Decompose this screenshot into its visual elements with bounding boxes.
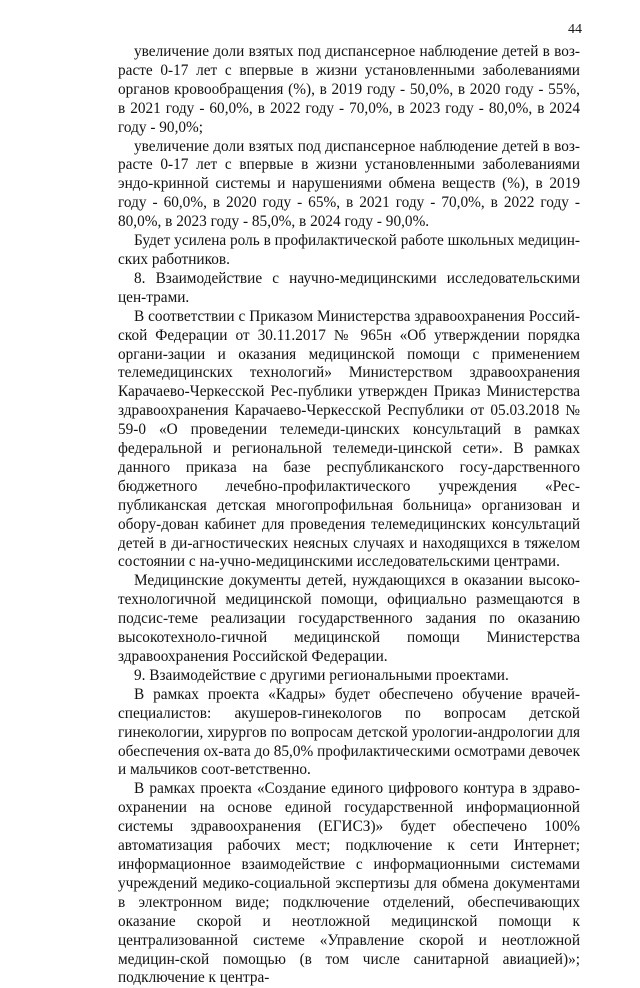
paragraph-kadry-project: В рамках проекта «Кадры» будет обеспечено обучение врачей-специалистов: акушеров-гинекологов по вопросам детской гинекологии, хирургов по вопросам детской урологии-андрологии для обеспечения ох-вата до 85,0% профилактическими осмотрами девочек и мальчиков соот-ветственно. <box>118 685 580 779</box>
paragraph-high-tech-care: Медицинские документы детей, нуждающихся в оказании высоко-технологичной медицинской помощи, официально размещаются в подсис-теме реализации государственного задания по оказанию высокотехноло-гичной медицинской помощи Министерства здравоохранения Российской Федерации. <box>118 572 580 665</box>
section-heading-9: 9. Взаимодействие с другими региональными проектами. <box>134 666 509 684</box>
paragraph-school-medical-workers: Будет усилена роль в профилактической работе школьных медицин-ских работников. <box>118 232 580 268</box>
document-body <box>118 43 580 988</box>
paragraph-egisz-project: В рамках проекта «Создание единого цифрового контура в здраво-охранении на основе единой государственной информационной системы здравоохранения (ЕГИСЗ)» будет обеспечено 100% автоматизация рабочих мест; подключение к сети Интернет; информационное взаимодействие с информационными системами учреждений медико-социальной экспертизы для обмена документами в электронном виде; подключение отделений, обеспечивающих оказание скорой и неотложной медицинской помощи к централизованной системе «Управление скорой и неотложной медицин-ской помощью (в том числе санитарной авиацией)»; подключение к центра- <box>118 780 580 987</box>
paragraph-telemedicine-order: В соответствии с Приказом Министерства здравоохранения Россий-ской Федерации от 30.11.2017 № 965н «Об утверждении порядка органи-зации и оказания медицинской помощи с применением телемедицинских технологий» Министерством здравоохранения Карачаево-Черкесской Рес-публики утвержден Приказ Министерства здравоохранения Карачаево-Черкесской Республики от 05.03.2018 № 59-0 «О проведении телемеди-цинских консультаций в рамках федеральной и региональной телемеди-цинской сети». В рамках данного приказа на базе республиканского госу-дарственного бюджетного лечебно-профилактического учреждения «Рес-публиканская детская многопрофильная больница» организован и обору-дован кабинет для проведения телемедицинских консультаций детей в ди-агностических неясных случаях и находящихся в тяжелом состоянии с на-учно-медицинскими исследовательскими центрами. <box>118 307 580 571</box>
section-heading-8: 8. Взаимодействие с научно-медицинскими исследовательскими цен-трами. <box>118 269 580 306</box>
page-number: 44 <box>568 22 582 37</box>
paragraph-cardio-indicator: увеличение доли взятых под диспансерное наблюдение детей в воз-расте 0-17 лет с впервые в жизни установленными заболеваниями органов кровообращения (%), в 2019 году - 50,0%, в 2020 году - 55%, в 2021 году - 60,0%, в 2022 году - 70,0%, в 2023 году - 80,0%, в 2024 году - 90,0%; <box>118 43 580 136</box>
paragraph-endocrine-indicator: увеличение доли взятых под диспансерное наблюдение детей в воз-расте 0-17 лет с впервые в жизни установленными заболеваниями эндо-кринной системы и нарушениями обмена веществ (%), в 2019 году - 60,0%, в 2020 году - 65%, в 2021 году - 70,0%, в 2022 году - 80,0%, в 2023 году - 85,0%, в 2024 году - 90,0%. <box>118 137 580 231</box>
